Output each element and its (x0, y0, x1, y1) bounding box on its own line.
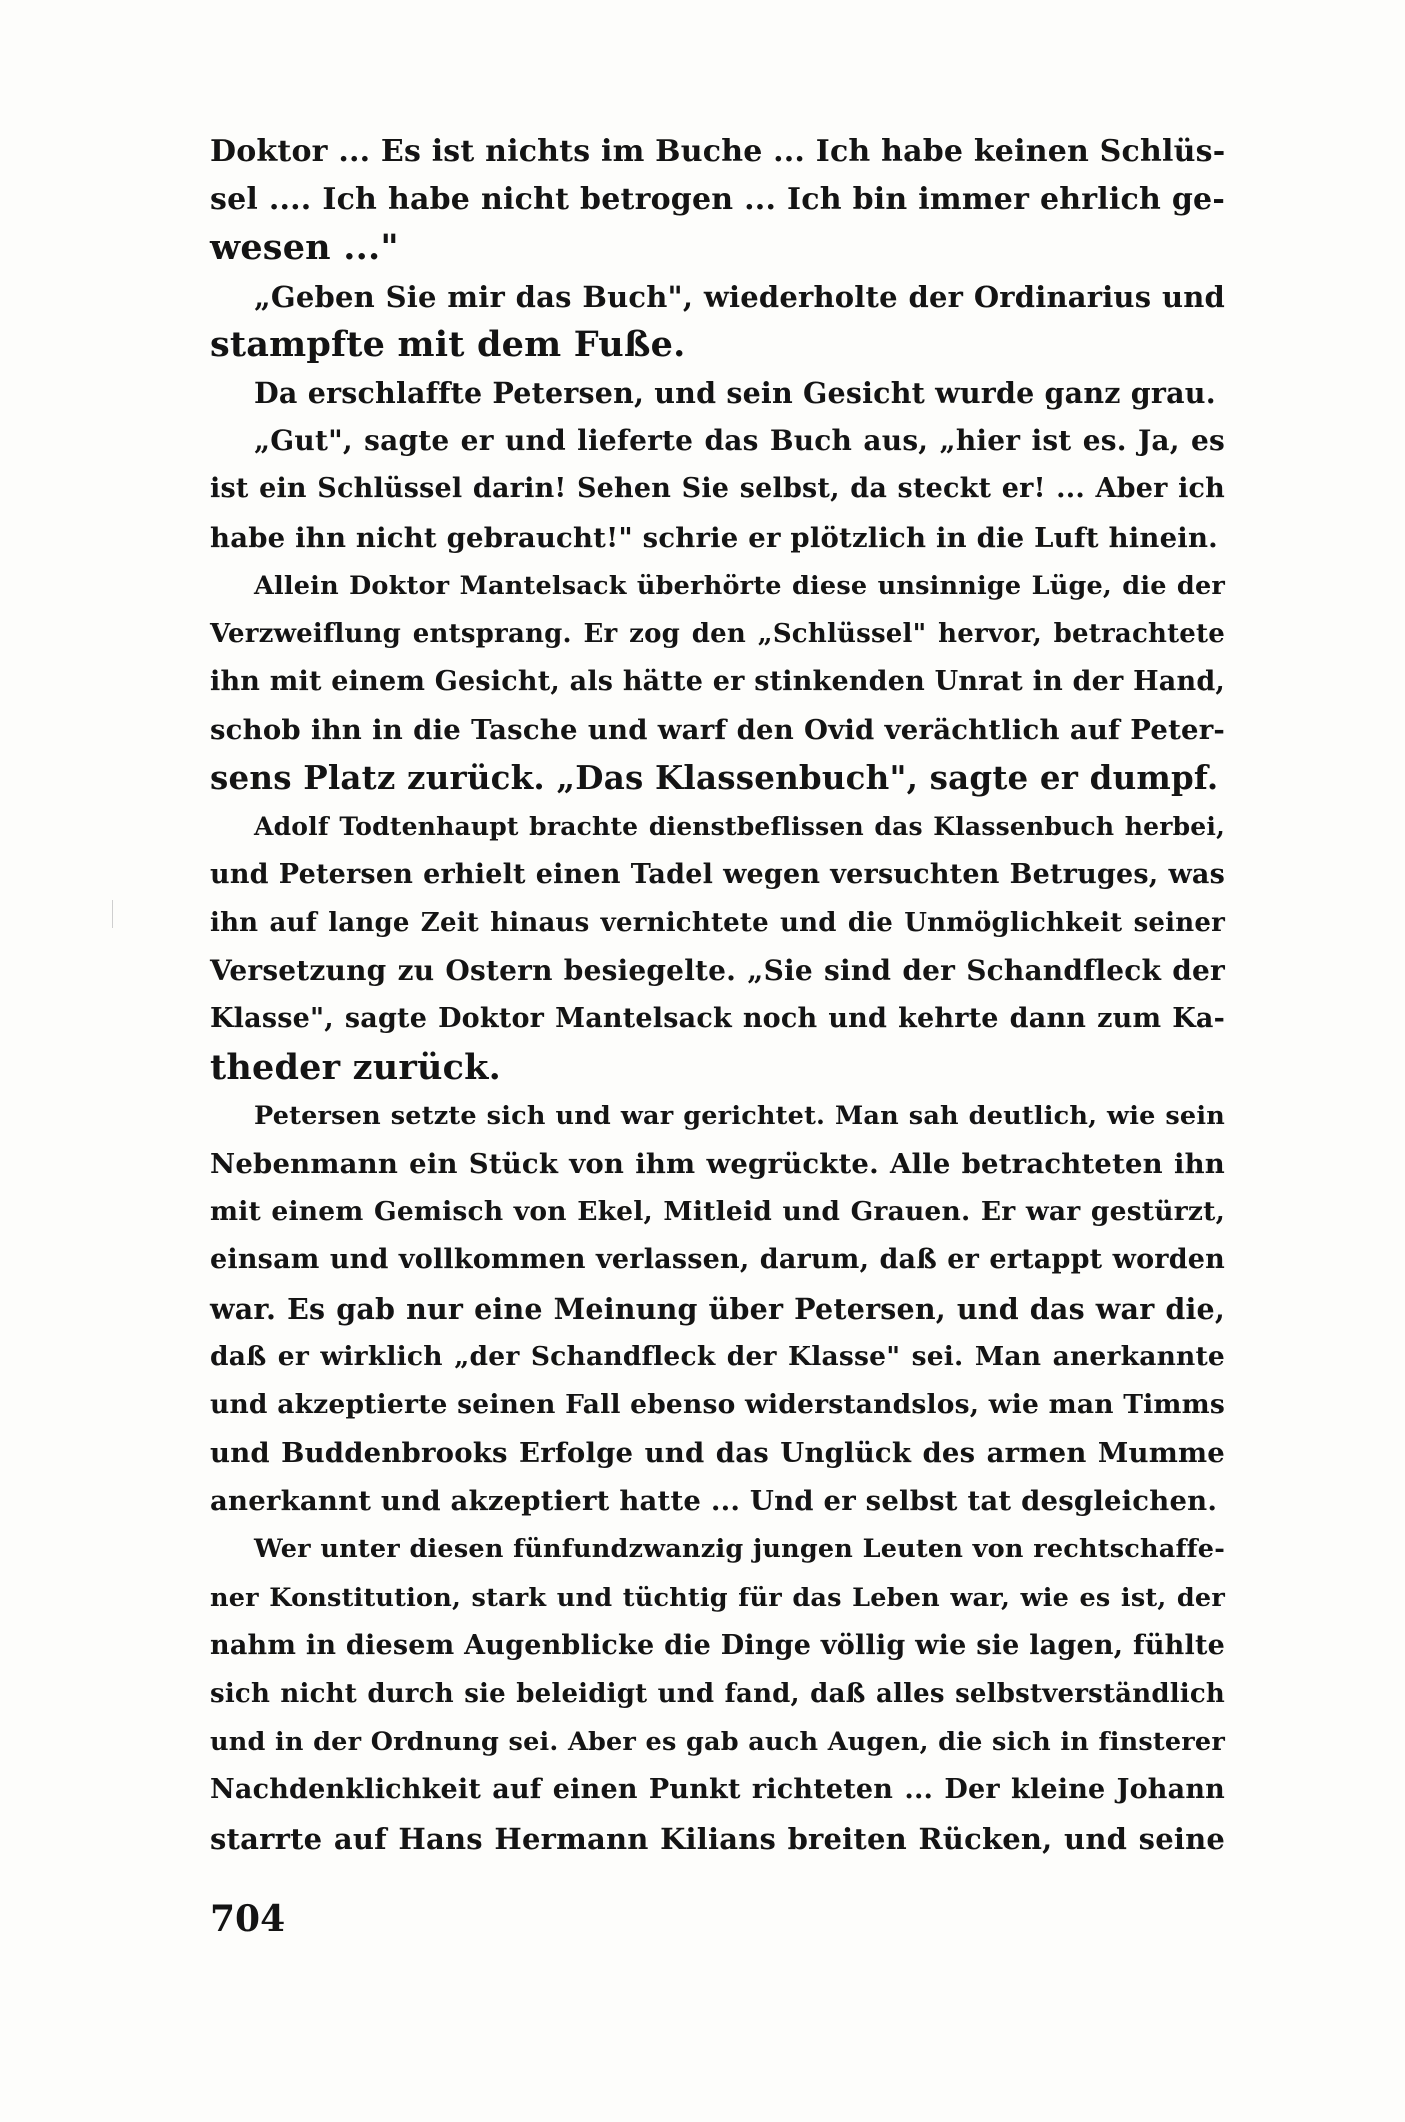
page-number: 704 (210, 1898, 286, 1940)
text-line: Verzweiflung entsprang. Er zog den „Schlüssel" hervor, betrachtete (210, 618, 1225, 649)
text-line: Petersen setzte sich und war gerichtet. Man sah deutlich, wie sein (254, 1100, 1225, 1131)
text-line: ihn mit einem Gesicht, als hätte er stinkenden Unrat in der Hand, (210, 666, 1225, 698)
margin-mark (112, 900, 113, 928)
text-line: „Gut", sagte er und lieferte das Buch aus, „hier ist es. Ja, es (254, 424, 1225, 458)
text-line: anerkannt und akzeptiert hatte ... Und er selbst tat desgleichen. (210, 1485, 1218, 1518)
text-line: Versetzung zu Ostern besiegelte. „Sie sind der Schandfleck der (210, 954, 1225, 988)
text-line: nahm in diesem Augenblicke die Dinge völlig wie sie lagen, fühlte (210, 1629, 1225, 1661)
text-line: sel .... Ich habe nicht betrogen ... Ich bin immer ehrlich ge- (210, 182, 1225, 218)
text-line: Adolf Todtenhaupt brachte dienstbeflissen das Klassenbuch herbei, (254, 811, 1225, 841)
text-line: stampfte mit dem Fuße. (210, 323, 686, 365)
text-line: sich nicht durch sie beleidigt und fand, daß alles selbstverständlich (210, 1679, 1225, 1709)
text-line: Nebenmann ein Stück von ihm wegrückte. Alle betrachteten ihn (210, 1147, 1225, 1180)
text-line: Allein Doktor Mantelsack überhörte diese unsinnige Lüge, die der (254, 570, 1225, 601)
text-line: daß er wirklich „der Schandfleck der Klasse" sei. Man anerkannte (210, 1340, 1225, 1372)
text-line: und in der Ordnung sei. Aber es gab auch Augen, die sich in finsterer (210, 1727, 1225, 1758)
text-line: Nachdenklichkeit auf einen Punkt richteten ... Der kleine Johann (210, 1774, 1225, 1806)
text-line: und Petersen erhielt einen Tadel wegen versuchten Betruges, was (210, 858, 1225, 890)
body-text (210, 128, 1225, 1863)
text-line: und Buddenbrooks Erfolge und das Unglück des armen Mumme (210, 1437, 1225, 1470)
text-line: Wer unter diesen fünfundzwanzig jungen Leuten von rechtschaffe- (254, 1534, 1225, 1565)
text-line: wesen ..." (210, 227, 399, 269)
text-line: ihn auf lange Zeit hinaus vernichtete und die Unmöglichkeit seiner (210, 908, 1225, 938)
text-line: Da erschlaffte Petersen, und sein Gesicht wurde ganz grau. (254, 375, 1216, 410)
text-line: ist ein Schlüssel darin! Sehen Sie selbst, da steckt er! ... Aber ich (210, 473, 1225, 505)
text-line: starrte auf Hans Hermann Kilians breiten Rücken, und seine (210, 1821, 1225, 1856)
text-line: und akzeptierte seinen Fall ebenso widerstandslos, wie man Timms (210, 1388, 1225, 1420)
text-line: mit einem Gemisch von Ekel, Mitleid und Grauen. Er war gestürzt, (210, 1196, 1225, 1228)
text-line: einsam und vollkommen verlassen, darum, daß er ertappt worden (210, 1244, 1225, 1276)
text-line: Doktor ... Es ist nichts im Buche ... Ich habe keinen Schlüs- (210, 134, 1226, 169)
text-line: war. Es gab nur eine Meinung über Petersen, und das war die, (210, 1291, 1225, 1326)
text-line: habe ihn nicht gebraucht!" schrie er plötzlich in die Luft hinein. (210, 521, 1218, 554)
text-line: „Geben Sie mir das Buch", wiederholte der Ordinarius und (254, 279, 1225, 314)
text-line: theder zurück. (210, 1046, 502, 1088)
text-line: schob ihn in die Tasche und warf den Ovid verächtlich auf Peter- (210, 714, 1225, 747)
text-line: Klasse", sagte Doktor Mantelsack noch und kehrte dann zum Ka- (210, 1003, 1225, 1035)
text-line: ner Konstitution, stark und tüchtig für das Leben war, wie es ist, der (210, 1582, 1225, 1613)
text-line: sens Platz zurück. „Das Klassenbuch", sagte er dumpf. (210, 758, 1219, 798)
